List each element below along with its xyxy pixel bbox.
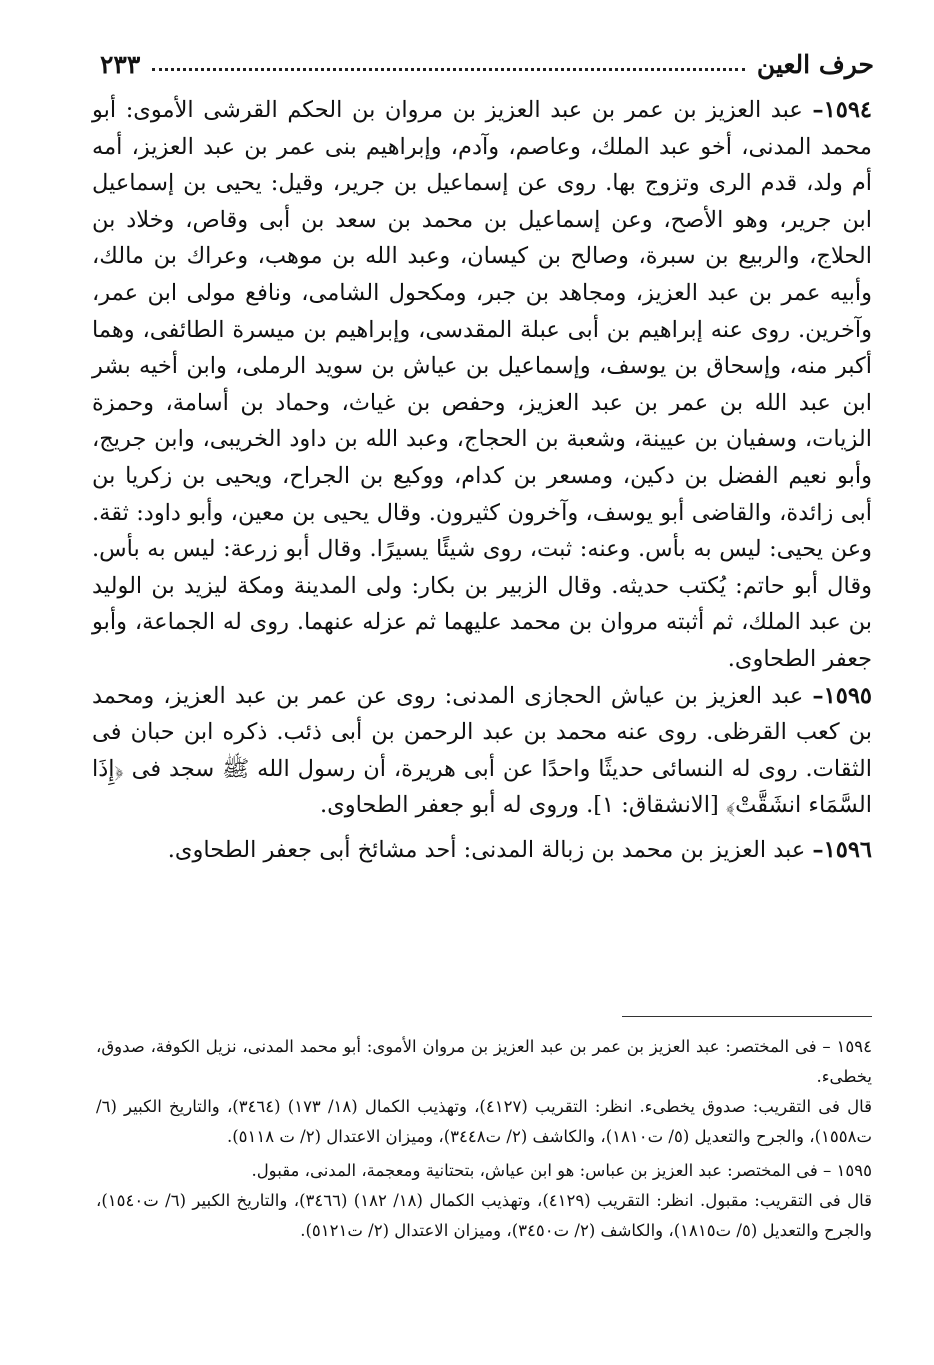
entry-1595	[92, 678, 872, 824]
entry-number: ١٥٩٥–	[812, 682, 872, 709]
main-text	[92, 92, 872, 868]
entry-text: عبد العزيز بن عمر بن عبد العزيز بن مروان بن الحكم القرشى الأموى: أبو محمد المدنى، أخو عبد الملك، وعاصم، وآدم، وإبراهيم بنى عمر بن عبد العزيز، أمه أم ولد، قدم الرى وتزوج بها. روى عن إسماعيل بن جرير، وقيل: يحيى بن إسماعيل ابن جرير، وهو الأصح، وعن إسماعيل بن محمد بن سعد بن أبى وقاص، وخلاد بن الحلاج، والربيع بن سبرة، وصالح بن كيسان، وعبد الله بن موهب، وعراك بن مالك، وأبيه عمر بن عبد العزيز، ومجاهد بن جبر، ومكحول الشامى، ونافع مولى ابن عمر، وآخرين. روى عنه إبراهيم بن أبى عبلة المقدسى، وإبراهيم بن ميسرة الطائفى، وهما أكبر منه، وإسحاق بن يوسف، وإسماعيل بن عياش بن سويد الرملى، وابن أخيه بشر ابن عبد الله بن عمر بن عبد العزيز، وحفص بن غياث، وحماد بن أسامة، وحمزة الزيات، وسفيان بن عيينة، وشعبة بن الحجاج، وعبد الله بن داود الخريبى، وابن جريج، وأبو نعيم الفضل بن دكين، ومسعر بن كدام، ووكيع بن الجراح، ويحيى بن زكريا بن أبى زائدة، والقاضى أبو يوسف، وآخرون كثيرون. وقال يحيى بن معين، وأبو داود: ثقة. وعن يحيى: ليس به بأس. وعنه: ثبت، روى شيئًا يسيرًا. وقال أبو زرعة: ليس به بأس. وقال أبو حاتم: يُكتب حديثه. وقال الزبير بن بكار: ولى المدينة ومكة ليزيد بن الوليد بن عبد الملك، ثم أثبته مروان بن محمد عليهما ثم عزله عنهما. روى له الجماعة، وأبو جعفر الطحاوى.	[92, 97, 872, 672]
footnote-separator	[622, 1016, 872, 1017]
chapter-title: حرف العين	[756, 49, 874, 79]
entry-number: ١٥٩٦–	[812, 836, 872, 863]
entry-1596	[92, 832, 872, 869]
footnotes	[96, 1032, 872, 1246]
dotted-leader	[152, 68, 745, 71]
footnote-1594-sources: قال فى التقريب: صدوق يخطىء. انظر: التقريب (٤١٢٧)، وتهذيب الكمال (١٨/ ١٧٣) (٣٤٦٤)، والتاريخ الكبير (٦/ ت١٥٥٨)، والجرح والتعديل (٥/ ت١٨١٠)، والكاشف (٢/ ت٣٤٤٨)، وميزان الاعتدال (٢/ ت ٥١١٨).	[96, 1097, 872, 1146]
entry-1594	[92, 92, 872, 678]
page-number: ٢٣٣	[100, 49, 141, 79]
footnote-1595: ١٥٩٥ – فى المختصر: عبد العزيز بن عباس: هو ابن عياش، بتحتانية ومعجمة، المدنى، مقبول.	[251, 1161, 872, 1180]
entry-text: عبد العزيز بن عياش الحجازى المدنى: روى عن عمر بن عبد العزيز، ومحمد بن كعب القرظى. روى عنه محمد بن عبد الرحمن بن أبى ذئب. ذكره ابن حبان فى الثقات. روى له النسائى حديثًا واحدًا عن أبى هريرة، أن رسول الله ﷺ سجد فى ﴿إِذَا السَّمَاء انشَقَّتْ﴾ [الانشقاق: ١]. وروى له أبو جعفر الطحاوى.	[92, 682, 872, 819]
entry-text: عبد العزيز بن محمد بن زبالة المدنى: أحد مشائخ أبى جعفر الطحاوى.	[167, 836, 813, 863]
running-head	[100, 44, 874, 84]
footnote-1595-sources: قال فى التقريب: مقبول. انظر: التقريب (٤١٢٩)، وتهذيب الكمال (١٨/ ١٨٢) (٣٤٦٦)، والتاريخ الكبير (٦/ ت١٥٤٠)، والجرح والتعديل (٥/ ت١٨١٥)، والكاشف (٢/ ت٣٤٥٠)، وميزان الاعتدال (٢/ ت٥١٢١).	[96, 1191, 873, 1240]
entry-number: ١٥٩٤–	[812, 97, 872, 123]
footnote-1594: ١٥٩٤ – فى المختصر: عبد العزيز بن عمر بن عبد العزيز بن مروان الأموى: أبو محمد المدنى، نزيل الكوفة، صدوق، يخطىء.	[96, 1037, 872, 1086]
